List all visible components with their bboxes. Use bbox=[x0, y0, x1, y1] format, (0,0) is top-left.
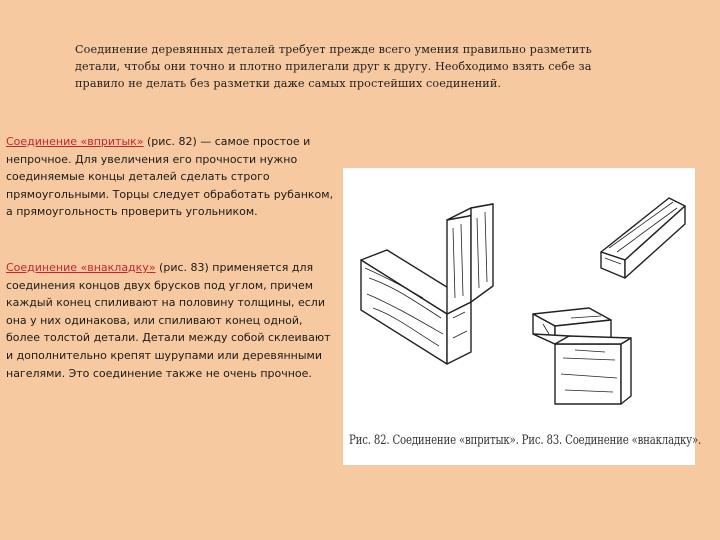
overlap-joint-description: (рис. 83) применяется для соединения концов двух брусков под углом, причем каждый конец спиливают на половину толщины, если она у них одинакова, или спиливают конец одной, более толстой детали. Детали между собой склеивают и дополнительно крепят шурупами или деревянными нагелями. Это соединение также не очень прочное. bbox=[6, 261, 331, 380]
overlap-joint-paragraph bbox=[6, 259, 336, 382]
overlap-joint-term: Соединение «внакладку» bbox=[6, 261, 156, 274]
joints-figure bbox=[343, 168, 702, 465]
joints-illustration bbox=[343, 168, 702, 465]
intro-line-2: детали, чтобы они точно и плотно прилегали друг к другу. Необходимо взять себе за bbox=[75, 60, 592, 73]
figure-caption: Рис. 82. Соединение «впритык». Рис. 83. Соединение «внакладку». bbox=[349, 434, 702, 448]
butt-joint-paragraph bbox=[6, 133, 336, 221]
overlap-joint-drawing bbox=[533, 308, 631, 404]
small-beam-drawing bbox=[601, 198, 685, 278]
intro-line-3: правило не делать без разметки даже самых простейших соединений. bbox=[75, 77, 502, 90]
butt-joint-description: (рис. 82) — самое простое и непрочное. Для увеличения его прочности нужно соединяемые концы деталей сделать строго прямоугольными. Торцы следует обработать рубанком, а прямоугольность проверить угольником. bbox=[6, 135, 334, 219]
butt-joint-term: Соединение «впритык» bbox=[6, 135, 144, 148]
intro-text bbox=[75, 41, 635, 92]
intro-line-1: Соединение деревянных деталей требует прежде всего умения правильно разметить bbox=[75, 43, 592, 56]
butt-joint-drawing bbox=[361, 204, 493, 364]
